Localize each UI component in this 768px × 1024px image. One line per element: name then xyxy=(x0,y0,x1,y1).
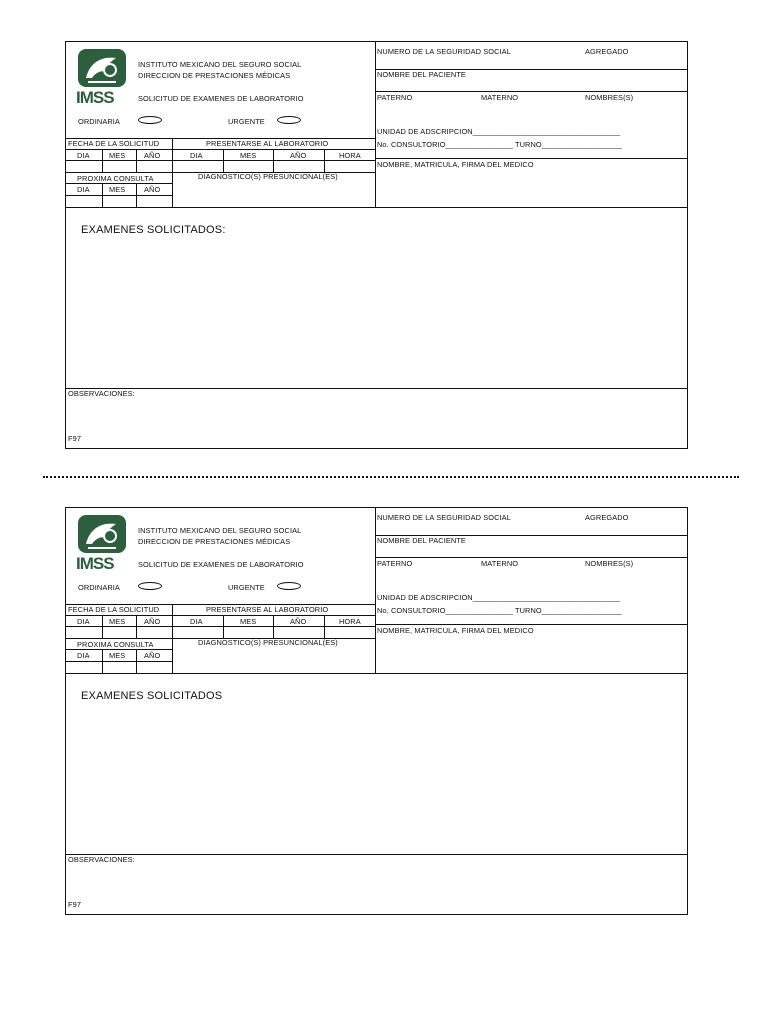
consultorio-field[interactable]: No. CONSULTORIO________________ TURNO___________________ xyxy=(377,606,622,615)
lab-request-form-1 xyxy=(65,41,688,449)
diagnostico-label: DIAGNOSTICO(S) PRESUNCIONAL(ES) xyxy=(198,638,338,647)
anio-label: AÑO xyxy=(144,651,161,660)
unidad-field[interactable]: UNIDAD DE ADSCRIPCION___________________________________ xyxy=(377,593,621,602)
mes-label: MES xyxy=(109,151,126,160)
anio-label: AÑO xyxy=(144,617,161,626)
fecha-solicitud-label: FECHA DE LA SOLICITUD xyxy=(68,139,160,148)
observaciones-label: OBSERVACIONES: xyxy=(68,855,135,864)
dia-label: DIA xyxy=(77,185,90,194)
urgente-checkbox[interactable] xyxy=(277,116,301,124)
mes-label: MES xyxy=(109,651,126,660)
consultorio-field[interactable]: No. CONSULTORIO________________ TURNO___________________ xyxy=(377,140,622,149)
ordinaria-checkbox[interactable] xyxy=(138,116,162,124)
examenes-solicitados-heading: EXAMENES SOLICITADOS xyxy=(81,690,223,702)
patient-name-label: NOMBRE DEL PACIENTE xyxy=(377,70,466,79)
nss-label: NUMERO DE LA SEGURIDAD SOCIAL xyxy=(377,513,511,522)
urgente-label: URGENTE xyxy=(228,583,265,592)
lab-request-form-2 xyxy=(65,507,688,915)
presentarse-label: PRESENTARSE AL LABORATORIO xyxy=(206,605,329,614)
form-code: F97 xyxy=(68,434,82,443)
dia-label: DIA xyxy=(77,617,90,626)
mes-label: MES xyxy=(109,185,126,194)
anio-label: AÑO xyxy=(290,151,307,160)
nombres-label: NOMBRES(S) xyxy=(585,93,634,102)
proxima-consulta-label: PROXIMA CONSULTA xyxy=(77,174,154,183)
fecha-solicitud-label: FECHA DE LA SOLICITUD xyxy=(68,605,160,614)
form-title: SOLICITUD DE EXAMENES DE LABORATORIO xyxy=(138,94,304,103)
anio-label: AÑO xyxy=(290,617,307,626)
presentarse-label: PRESENTARSE AL LABORATORIO xyxy=(206,139,329,148)
nss-label: NUMERO DE LA SEGURIDAD SOCIAL xyxy=(377,47,511,56)
examenes-solicitados-heading: EXAMENES SOLICITADOS: xyxy=(81,224,226,236)
materno-label: MATERNO xyxy=(481,559,519,568)
dia-label: DIA xyxy=(77,151,90,160)
ordinaria-label: ORDINARIA xyxy=(78,117,120,126)
materno-label: MATERNO xyxy=(481,93,519,102)
ordinaria-label: ORDINARIA xyxy=(78,583,120,592)
imss-logo xyxy=(76,514,128,573)
urgente-checkbox[interactable] xyxy=(277,582,301,590)
mes-label: MES xyxy=(240,617,257,626)
dia-label: DIA xyxy=(190,151,203,160)
observaciones-label: OBSERVACIONES: xyxy=(68,389,135,398)
mes-label: MES xyxy=(109,617,126,626)
form-code: F97 xyxy=(68,900,82,909)
proxima-consulta-label: PROXIMA CONSULTA xyxy=(77,640,154,649)
paterno-label: PATERNO xyxy=(377,93,413,102)
logo-wordmark: IMSS xyxy=(76,88,114,107)
dia-label: DIA xyxy=(77,651,90,660)
imss-logo xyxy=(76,48,128,107)
anio-label: AÑO xyxy=(144,151,161,160)
paterno-label: PATERNO xyxy=(377,559,413,568)
directorate-name: DIRECCION DE PRESTACIONES MÉDICAS xyxy=(138,71,291,80)
anio-label: AÑO xyxy=(144,185,161,194)
patient-name-label: NOMBRE DEL PACIENTE xyxy=(377,536,466,545)
cut-line xyxy=(43,476,739,478)
mes-label: MES xyxy=(240,151,257,160)
urgente-label: URGENTE xyxy=(228,117,265,126)
medico-label: NOMBRE, MATRICULA, FIRMA DEL MEDICO xyxy=(377,160,534,169)
directorate-name: DIRECCION DE PRESTACIONES MÉDICAS xyxy=(138,537,291,546)
medico-label: NOMBRE, MATRICULA, FIRMA DEL MEDICO xyxy=(377,626,534,635)
hora-label: HORA xyxy=(339,151,361,160)
hora-label: HORA xyxy=(339,617,361,626)
institute-name: INSTITUTO MEXICANO DEL SEGURO SOCIAL xyxy=(138,526,302,535)
imss-eagle-emblem-icon xyxy=(76,48,128,88)
logo-wordmark: IMSS xyxy=(76,554,114,573)
agregado-label: AGREGADO xyxy=(585,47,629,56)
institute-name: INSTITUTO MEXICANO DEL SEGURO SOCIAL xyxy=(138,60,302,69)
imss-eagle-emblem-icon xyxy=(76,514,128,554)
dia-label: DIA xyxy=(190,617,203,626)
unidad-field[interactable]: UNIDAD DE ADSCRIPCION___________________________________ xyxy=(377,127,621,136)
agregado-label: AGREGADO xyxy=(585,513,629,522)
nombres-label: NOMBRES(S) xyxy=(585,559,634,568)
diagnostico-label: DIAGNOSTICO(S) PRESUNCIONAL(ES) xyxy=(198,172,338,181)
form-title: SOLICITUD DE EXAMENES DE LABORATORIO xyxy=(138,560,304,569)
ordinaria-checkbox[interactable] xyxy=(138,582,162,590)
